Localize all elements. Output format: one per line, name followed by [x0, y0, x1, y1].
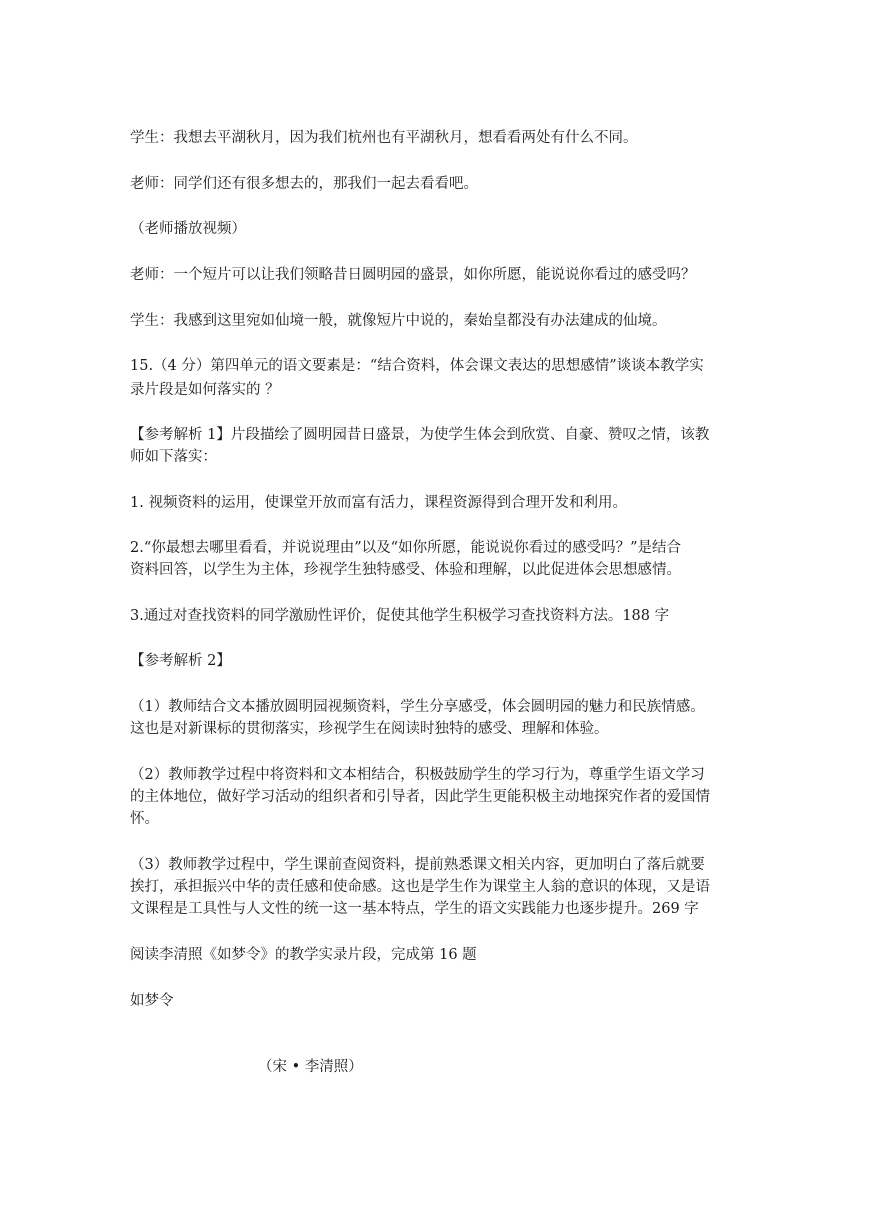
dialogue-teacher-short-film: 老师：一个短片可以让我们领略昔日圆明园的盛景，如你所愿，能说说你看过的感受吗？ [130, 267, 696, 283]
answer-2-point-3-line-2: 挨打，承担振兴中华的责任感和使命感。这也是学生作为课堂主人翁的意识的体现，又是语 [130, 879, 710, 895]
question-15-line-1: 15.（4 分）第四单元的语文要素是：“结合资料，体会课文表达的思想感情”谈谈本教学实 [130, 358, 704, 374]
answer-2-point-2-line-3: 怀。 [130, 811, 159, 827]
answer-1-point-1: 1. 视频资料的运用，使课堂开放而富有活力，课程资源得到合理开发和利用。 [130, 495, 627, 511]
poem-author: （宋 • 李清照） [258, 1059, 363, 1075]
reading-instruction-16: 阅读李清照《如梦令》的教学实录片段，完成第 16 题 [130, 947, 477, 963]
dialogue-student-pinghu: 学生：我想去平湖秋月，因为我们杭州也有平湖秋月，想看看两处有什么不同。 [130, 130, 638, 146]
stage-note-video: （老师播放视频） [130, 221, 246, 237]
dialogue-student-fairyland: 学生：我感到这里宛如仙境一般，就像短片中说的，秦始皇都没有办法建成的仙境。 [130, 313, 667, 329]
answer-2-point-1-line-1: （1）教师结合文本播放圆明园视频资料，学生分享感受，体会圆明园的魅力和民族情感。 [130, 699, 705, 715]
answer-1-point-2-line-1: 2.“你最想去哪里看看，并说说理由”以及“如你所愿，能说说你看过的感受吗？”是结合 [130, 540, 681, 556]
answer-2-point-1-line-2: 这也是对新课标的贯彻落实，珍视学生在阅读时独特的感受、理解和体验。 [130, 721, 609, 737]
answer-2-point-3-line-1: （3）教师教学过程中，学生课前查阅资料，提前熟悉课文相关内容，更加明白了落后就要 [130, 857, 705, 873]
answer-1-intro-line-2: 师如下落实： [130, 449, 217, 465]
answer-2-point-2-line-2: 的主体地位，做好学习活动的组织者和引导者，因此学生更能积极主动地探究作者的爱国情 [130, 789, 710, 805]
answer-1-point-2-line-2: 资料回答，以学生为主体，珍视学生独特感受、体验和理解，以此促进体会思想感情。 [130, 562, 681, 578]
poem-title: 如梦令 [130, 993, 174, 1009]
answer-2-point-2-line-1: （2）教师教学过程中将资料和文本相结合，积极鼓励学生的学习行为，尊重学生语文学习 [130, 767, 705, 783]
question-15-line-2: 录片段是如何落实的 ？ [130, 382, 280, 398]
answer-2-heading: 【参考解析 2】 [130, 653, 231, 669]
dialogue-teacher-go-see: 老师：同学们还有很多想去的，那我们一起去看看吧。 [130, 176, 478, 192]
answer-2-point-3-line-3: 文课程是工具性与人文性的统一这一基本特点，学生的语文实践能力也逐步提升。269 字 [130, 901, 699, 917]
answer-1-point-3: 3.通过对查找资料的同学激励性评价，促使其他学生积极学习查找资料方法。188 字 [130, 608, 670, 624]
answer-1-intro-line-1: 【参考解析 1】片段描绘了圆明园昔日盛景，为使学生体会到欣赏、自豪、赞叹之情，该教 [130, 427, 710, 443]
